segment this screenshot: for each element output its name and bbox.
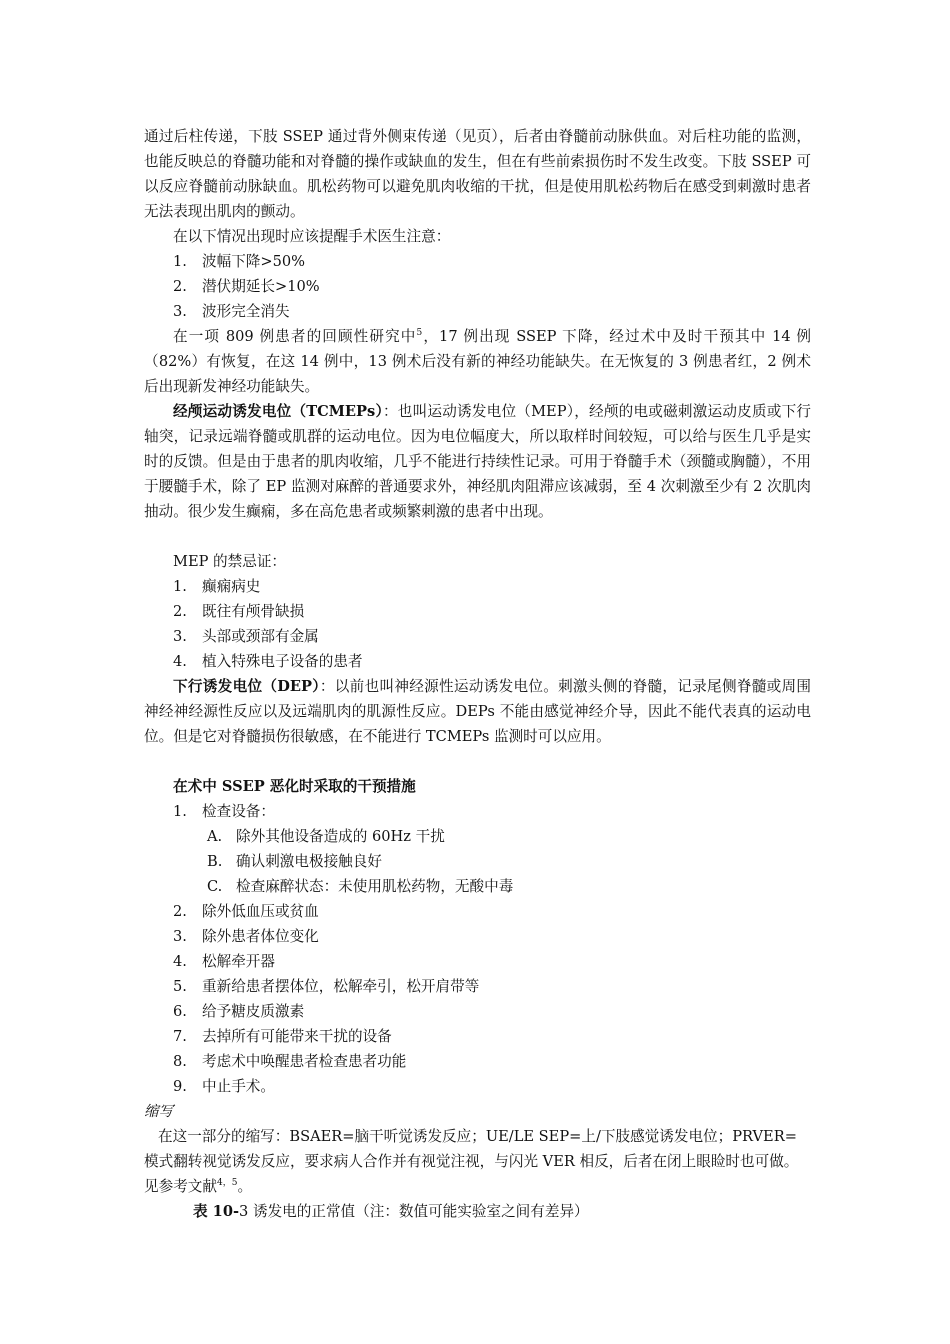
dep-description: ：以前也叫神经源性运动诱发电位。刺激头侧的脊髓，记录尾侧脊髓或周围神经神经源性反应以及远端肌肉的肌源性反应。DEPs 不能由感觉神经介导，因此不能代表真的运动电位。但是它对脊髓损伤很敏感，在不能进行 TCMEPs 监测时可以应用。 [144, 678, 811, 745]
list-number: 4. [173, 953, 187, 970]
list-item [144, 949, 275, 974]
list-text: 癫痫病史 [202, 578, 261, 595]
paragraph-ssep-pathways: 通过后柱传递，下肢 SSEP 通过背外侧束传递（见页），后者由脊髓前动脉供血。对后柱功能的监测，也能反映总的脊髓功能和对脊髓的操作或缺血的发生，但在有些前索损伤时不发生改变。下肢 SSEP 可以反应脊髓前动脉缺血。肌松药物可以避免肌肉收缩的干扰，但是使用肌松药物后在感受到刺激时患者无法表现出肌肉的颤动。 [144, 128, 811, 220]
list-text: 检查设备： [202, 803, 275, 820]
list-text: 给予糖皮质激素 [202, 1003, 305, 1020]
list-item [144, 1024, 392, 1049]
study-text-before: 在一项 809 例患者的回顾性研究中 [173, 328, 417, 345]
list-number: 8. [173, 1053, 187, 1070]
paragraph-retrospective-study [144, 324, 811, 399]
sub-list-text: 除外其他设备造成的 60Hz 干扰 [236, 828, 445, 845]
paragraph-abbreviations: 在这一部分的缩写：BSAER=脑干听觉诱发反应；UE/LE SEP=上/下肢感觉诱发电位；PRVER=模式翻转视觉诱发反应，要求病人合作并有视觉注视，与闪光 VER 相反，后者在闭上眼睑时也可做。见参考文献$^{4,5}$。 [144, 1128, 799, 1195]
list-number: 1. [173, 253, 187, 270]
list-text: 既往有颅骨缺损 [202, 603, 305, 620]
sub-list-item [144, 824, 445, 849]
list-text: 波形完全消失 [202, 303, 290, 320]
list-text: 波幅下降>50% [202, 253, 306, 270]
abbreviations-text: 在这一部分的缩写：BSAER=脑干听觉诱发反应；UE/LE SEP=上/下肢感觉诱发电位；PRVER=模式翻转视觉诱发反应，要求病人合作并有视觉注视，与闪光 VER 相反，后者在闭上眼睑时也可做。见参考文献 [144, 1128, 799, 1195]
term-dep: 下行诱发电位（DEP） [173, 678, 320, 695]
list-text: 除外患者体位变化 [202, 928, 319, 945]
reference-superscript: 5 [416, 328, 423, 338]
list-text: 去掉所有可能带来干扰的设备 [202, 1028, 392, 1045]
list-number: 9. [173, 1078, 187, 1095]
sub-list-item [144, 874, 513, 899]
list-number: 7. [173, 1028, 187, 1045]
list-number: 3. [173, 303, 187, 320]
table-caption [193, 1199, 589, 1224]
list-text: 中止手术。 [202, 1078, 275, 1095]
list-item [144, 649, 363, 674]
list-item [144, 574, 260, 599]
list-number: 6. [173, 1003, 187, 1020]
list-number: 3. [173, 928, 187, 945]
paragraph-tcmeps [144, 399, 811, 524]
list-item [144, 899, 319, 924]
list-number: 4. [173, 653, 187, 670]
list-item [144, 274, 320, 299]
study-text-after: ，17 例出现 SSEP 下降，经过术中及时干预其中 14 例（82%）有恢复，在这 14 例中，13 例术后没有新的神经功能缺失。在无恢复的 3 例患者红，2 例术后出现新发神经功能缺失。 [144, 328, 811, 395]
list-item [144, 1074, 275, 1099]
list-number: 2. [173, 278, 187, 295]
list-item [144, 924, 319, 949]
list-number: 1. [173, 578, 187, 595]
list-number: 2. [173, 603, 187, 620]
mep-contraindications-intro: MEP 的禁忌证： [173, 553, 287, 570]
list-text: 头部或颈部有金属 [202, 628, 319, 645]
sub-list-text: 检查麻醉状态：未使用肌松药物，无酸中毒 [236, 878, 514, 895]
paragraph-dep [144, 674, 811, 749]
sub-list-letter: B. [207, 853, 223, 870]
table-label: 表 10- [193, 1203, 240, 1220]
intervention-heading: 在术中 SSEP 恶化时采取的干预措施 [173, 778, 416, 795]
list-text: 潜伏期延长>10% [202, 278, 320, 295]
list-text: 植入特殊电子设备的患者 [202, 653, 363, 670]
list-text: 考虑术中唤醒患者检查患者功能 [202, 1053, 407, 1070]
sub-list-letter: C. [207, 878, 223, 895]
list-number: 3. [173, 628, 187, 645]
list-text: 松解牵开器 [202, 953, 275, 970]
list-item [144, 1049, 406, 1074]
table-number: 3 [239, 1203, 249, 1220]
list-item [144, 299, 290, 324]
list-item [144, 624, 319, 649]
list-number: 5. [173, 978, 187, 995]
sub-list-letter: A. [207, 828, 223, 845]
list-item [144, 974, 479, 999]
alert-intro: 在以下情况出现时应该提醒手术医生注意： [173, 228, 451, 245]
list-number: 1. [173, 803, 187, 820]
list-item [144, 999, 304, 1024]
term-tcmeps: 经颅运动诱发电位（TCMEPs） [173, 403, 383, 420]
list-item [144, 799, 275, 824]
tcmeps-description: ：也叫运动诱发电位（MEP），经颅的电或磁刺激运动皮质或下行轴突，记录远端脊髓或肌群的运动电位。因为电位幅度大，所以取样时间较短，可以给与医生几乎是实时的反馈。但是由于患者的肌肉收缩，几乎不能进行持续性记录。可用于脊髓手术（颈髓或胸髓），不用于腰髓手术，除了 EP 监测对麻醉的普通要求外，神经肌肉阻滞应该减弱，至 4 次刺激至少有 2 次肌肉抽动。很少发生癫痫，多在高危患者或频繁刺激的患者中出现。 [144, 403, 811, 520]
table-caption-text: 诱发电的正常值（注：数值可能实验室之间有差异） [248, 1203, 589, 1220]
list-number: 2. [173, 903, 187, 920]
reference-superscript: 4，5 [216, 1178, 238, 1188]
list-item [144, 249, 305, 274]
list-text: 除外低血压或贫血 [202, 903, 319, 920]
sub-list-item [144, 849, 382, 874]
sub-list-text: 确认刺激电极接触良好 [236, 853, 382, 870]
abbreviations-heading: 缩写 [144, 1103, 174, 1120]
list-text: 重新给患者摆体位，松解牵引，松开肩带等 [202, 978, 480, 995]
list-item [144, 599, 304, 624]
